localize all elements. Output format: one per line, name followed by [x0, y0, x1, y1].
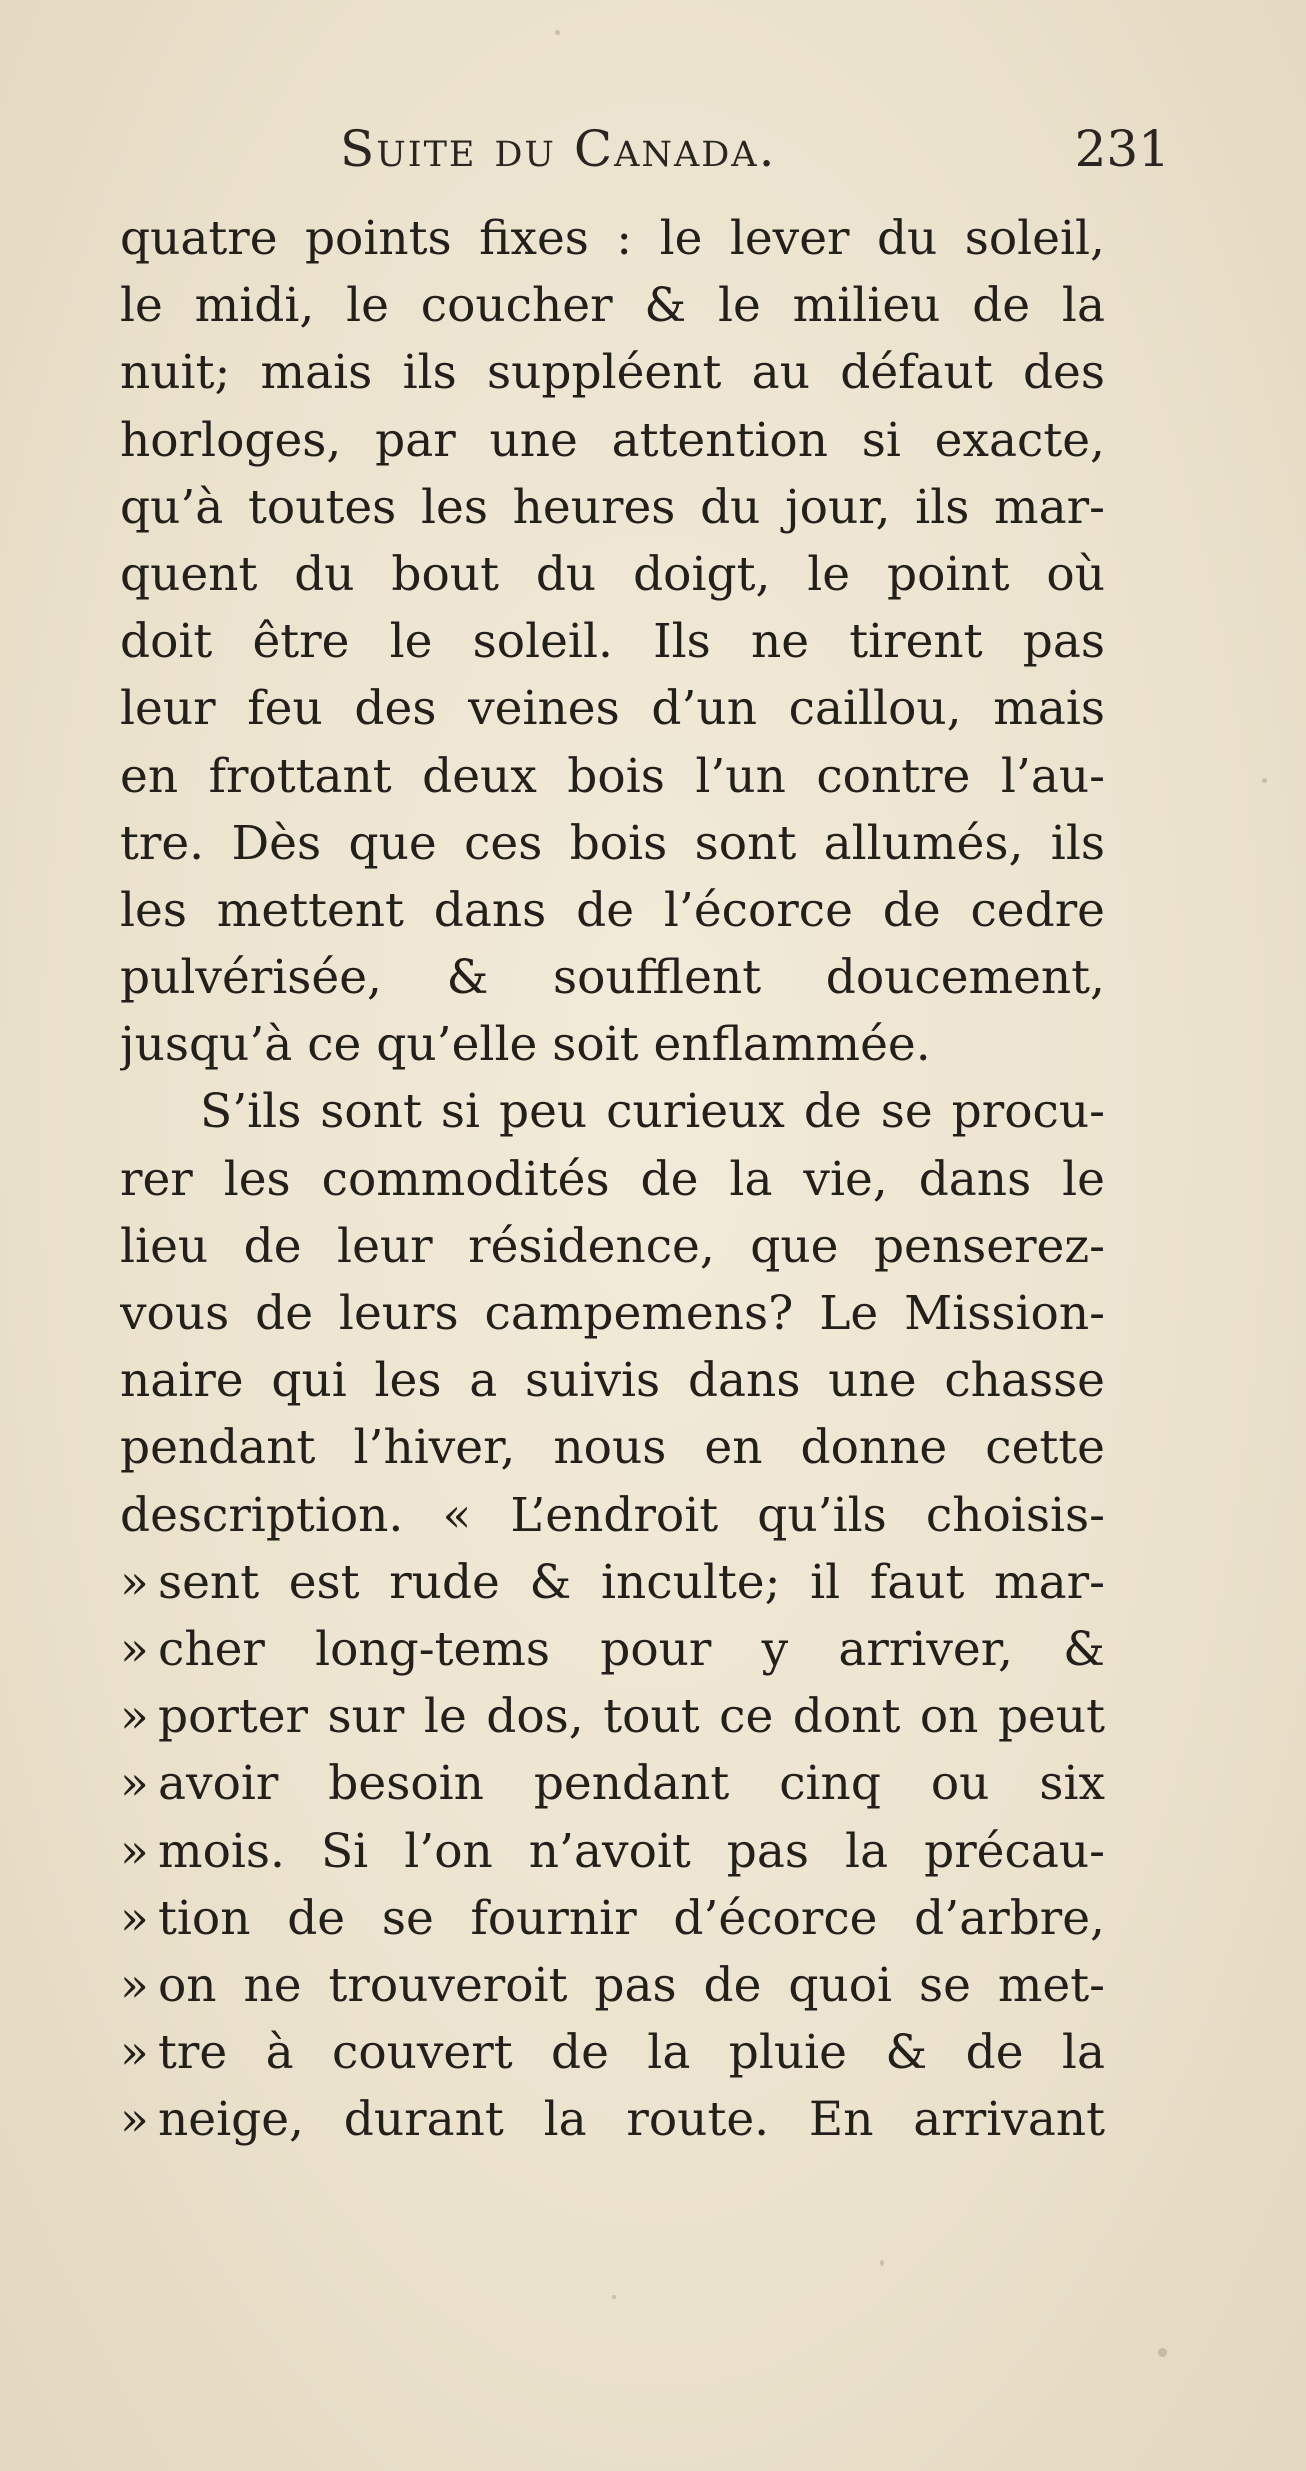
text-line [120, 1885, 1105, 1952]
running-head: Suite du Canada. [340, 120, 777, 178]
text-line-content: tion de se fournir d’écorce d’arbre, [158, 1890, 1105, 1946]
text-line [120, 1078, 1105, 1145]
text-line-content: lieu de leur résidence, que penserez- [120, 1218, 1105, 1274]
text-line-content: les mettent dans de l’écorce de cedre [120, 882, 1105, 938]
text-line-content: on ne trouveroit pas de quoi se met- [158, 1957, 1105, 2013]
text-line-content: pendant l’hiver, nous en donne cette [120, 1420, 1105, 1476]
text-line [120, 1616, 1105, 1683]
text-line-content: doit être le soleil. Ils ne tirent pas [120, 614, 1105, 670]
text-line [120, 877, 1105, 944]
paper-speck [1262, 778, 1267, 783]
text-line [120, 810, 1105, 877]
text-line [120, 1750, 1105, 1817]
text-line-content: qu’à toutes les heures du jour, ils mar- [120, 479, 1105, 535]
text-line [120, 1347, 1105, 1414]
text-line-content: horloges, par une attention si exacte, [120, 412, 1105, 468]
quote-mark: » [120, 1890, 149, 1946]
text-line [120, 2086, 1105, 2153]
text-line-content: cher long-tems pour y arriver, & [158, 1621, 1105, 1677]
quote-mark: » [120, 1957, 149, 2013]
text-line-content: jusqu’à ce qu’elle soit enflammée. [120, 1017, 931, 1073]
text-line-content: pulvérisée, & soufflent doucement, [120, 950, 1105, 1006]
quote-mark: » [120, 1689, 149, 1745]
text-line-content: neige, durant la route. En arrivant [158, 2092, 1105, 2148]
page-header [340, 120, 1170, 190]
text-line-content: rer les commodités de la vie, dans le [120, 1151, 1105, 1207]
text-line-content: leur feu des veines d’un caillou, mais [120, 681, 1105, 737]
text-line [120, 1011, 1105, 1078]
quote-mark: » [120, 1554, 149, 1610]
text-line-content: vous de leurs campemens? Le Mission- [120, 1286, 1105, 1341]
quote-mark: » [120, 1823, 149, 1879]
text-line [120, 1414, 1105, 1481]
text-line-content: description. « L’endroit qu’ils choisis- [120, 1487, 1105, 1543]
text-line-content: le midi, le coucher & le milieu de la [120, 278, 1105, 334]
text-line-content: sent est rude & inculte; il faut mar- [158, 1554, 1105, 1610]
text-line [120, 743, 1105, 810]
text-line-content: S’ils sont si peu curieux de se procu- [200, 1084, 1105, 1140]
text-line-content: tre à couvert de la pluie & de la [158, 2025, 1105, 2081]
text-line [120, 1549, 1105, 1616]
text-line-content: quatre points fixes : le lever du soleil, [120, 211, 1105, 266]
text-line-content: en frottant deux bois l’un contre l’au- [120, 748, 1105, 804]
text-line [120, 1952, 1105, 2019]
quote-mark: » [120, 1621, 149, 1677]
text-line-content: nuit; mais ils suppléent au défaut des [120, 345, 1105, 401]
text-line [120, 1482, 1105, 1549]
paper-speck [880, 2260, 884, 2266]
text-line [120, 608, 1105, 675]
text-line [120, 675, 1105, 742]
paper-speck [1158, 2348, 1167, 2357]
quote-mark: » [120, 2025, 149, 2081]
paper-speck [555, 30, 560, 35]
text-line [120, 272, 1105, 339]
text-line-content: quent du bout du doigt, le point où [120, 546, 1105, 602]
text-line-content: avoir besoin pendant cinq ou six [158, 1756, 1105, 1812]
text-line-content: tre. Dès que ces bois sont allumés, ils [120, 815, 1105, 871]
page-number: 231 [1074, 120, 1170, 178]
text-line-content: naire qui les a suivis dans une chasse [120, 1353, 1105, 1409]
text-line [120, 1280, 1105, 1347]
quote-mark: » [120, 1756, 149, 1812]
text-line [120, 474, 1105, 541]
text-line [120, 339, 1105, 406]
text-line [120, 205, 1105, 272]
text-line [120, 1146, 1105, 1213]
text-line-content: porter sur le dos, tout ce dont on peut [158, 1689, 1105, 1745]
text-line [120, 2019, 1105, 2086]
text-line-content: mois. Si l’on n’avoit pas la précau- [158, 1823, 1105, 1879]
text-line [120, 541, 1105, 608]
quote-mark: » [120, 2092, 149, 2148]
text-line [120, 1818, 1105, 1885]
text-line [120, 407, 1105, 474]
text-line [120, 1213, 1105, 1280]
text-line [120, 1683, 1105, 1750]
body-text [120, 205, 1105, 2153]
text-line [120, 944, 1105, 1011]
paper-speck [612, 2295, 616, 2299]
